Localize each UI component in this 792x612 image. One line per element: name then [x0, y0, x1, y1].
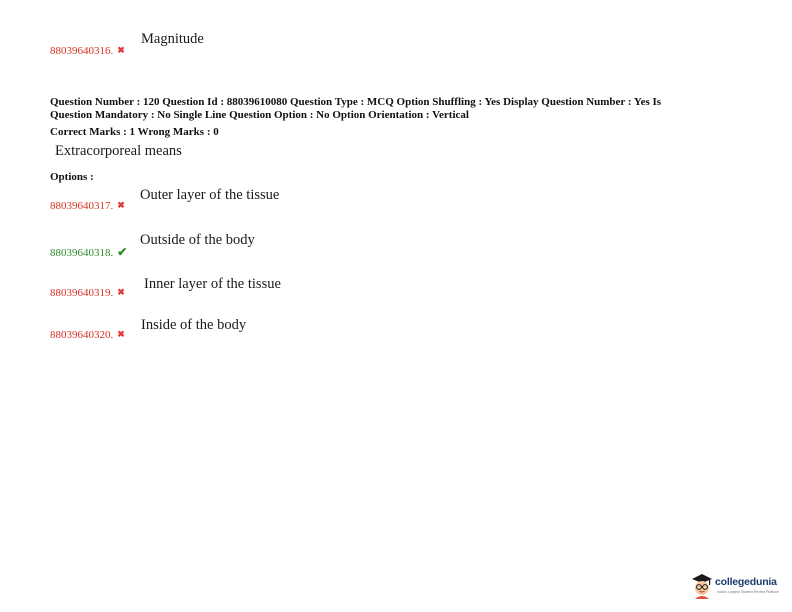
option-text: Inside of the body [141, 317, 247, 333]
option-id [50, 286, 125, 300]
option-id-label: 88039640319. [50, 287, 114, 299]
check-mark-icon: ✔ [117, 245, 128, 259]
option-id-label: 88039640320. [50, 329, 114, 341]
cross-mark-icon: ✖ [117, 329, 125, 339]
option-text: Outside of the body [140, 232, 255, 248]
mascot-icon [690, 573, 714, 599]
cross-mark-icon: ✖ [117, 200, 125, 210]
question-meta-line-1: Question Number : 120 Question Id : 88039610080 Question Type : MCQ Option Shuffling : Yes Display Question Number : Yes Is [50, 96, 662, 108]
option-id-label: 88039640317. [50, 200, 114, 212]
collegedunia-logo [690, 571, 786, 601]
logo-tagline: India's Largest Student Review Platform [717, 590, 780, 594]
question-marks: Correct Marks : 1 Wrong Marks : 0 [50, 126, 219, 138]
option-id [50, 199, 125, 213]
question-meta-line-2: Question Mandatory : No Single Line Question Option : No Option Orientation : Vertical [50, 109, 469, 121]
option-text: Inner layer of the tissue [144, 276, 281, 292]
options-label: Options : [50, 171, 94, 183]
option-id-label: 88039640318. [50, 247, 114, 259]
cross-mark-icon: ✖ [117, 287, 125, 297]
logo-wordmark: collegedunia [715, 576, 777, 588]
previous-option-text: Magnitude [141, 31, 204, 47]
question-text: Extracorporeal means [55, 143, 182, 159]
option-text: Outer layer of the tissue [140, 187, 280, 203]
option-id [50, 328, 125, 342]
option-id [50, 246, 127, 260]
previous-option-id [50, 44, 125, 58]
cross-mark-icon: ✖ [117, 45, 125, 55]
previous-option-id-label: 88039640316. [50, 45, 114, 57]
